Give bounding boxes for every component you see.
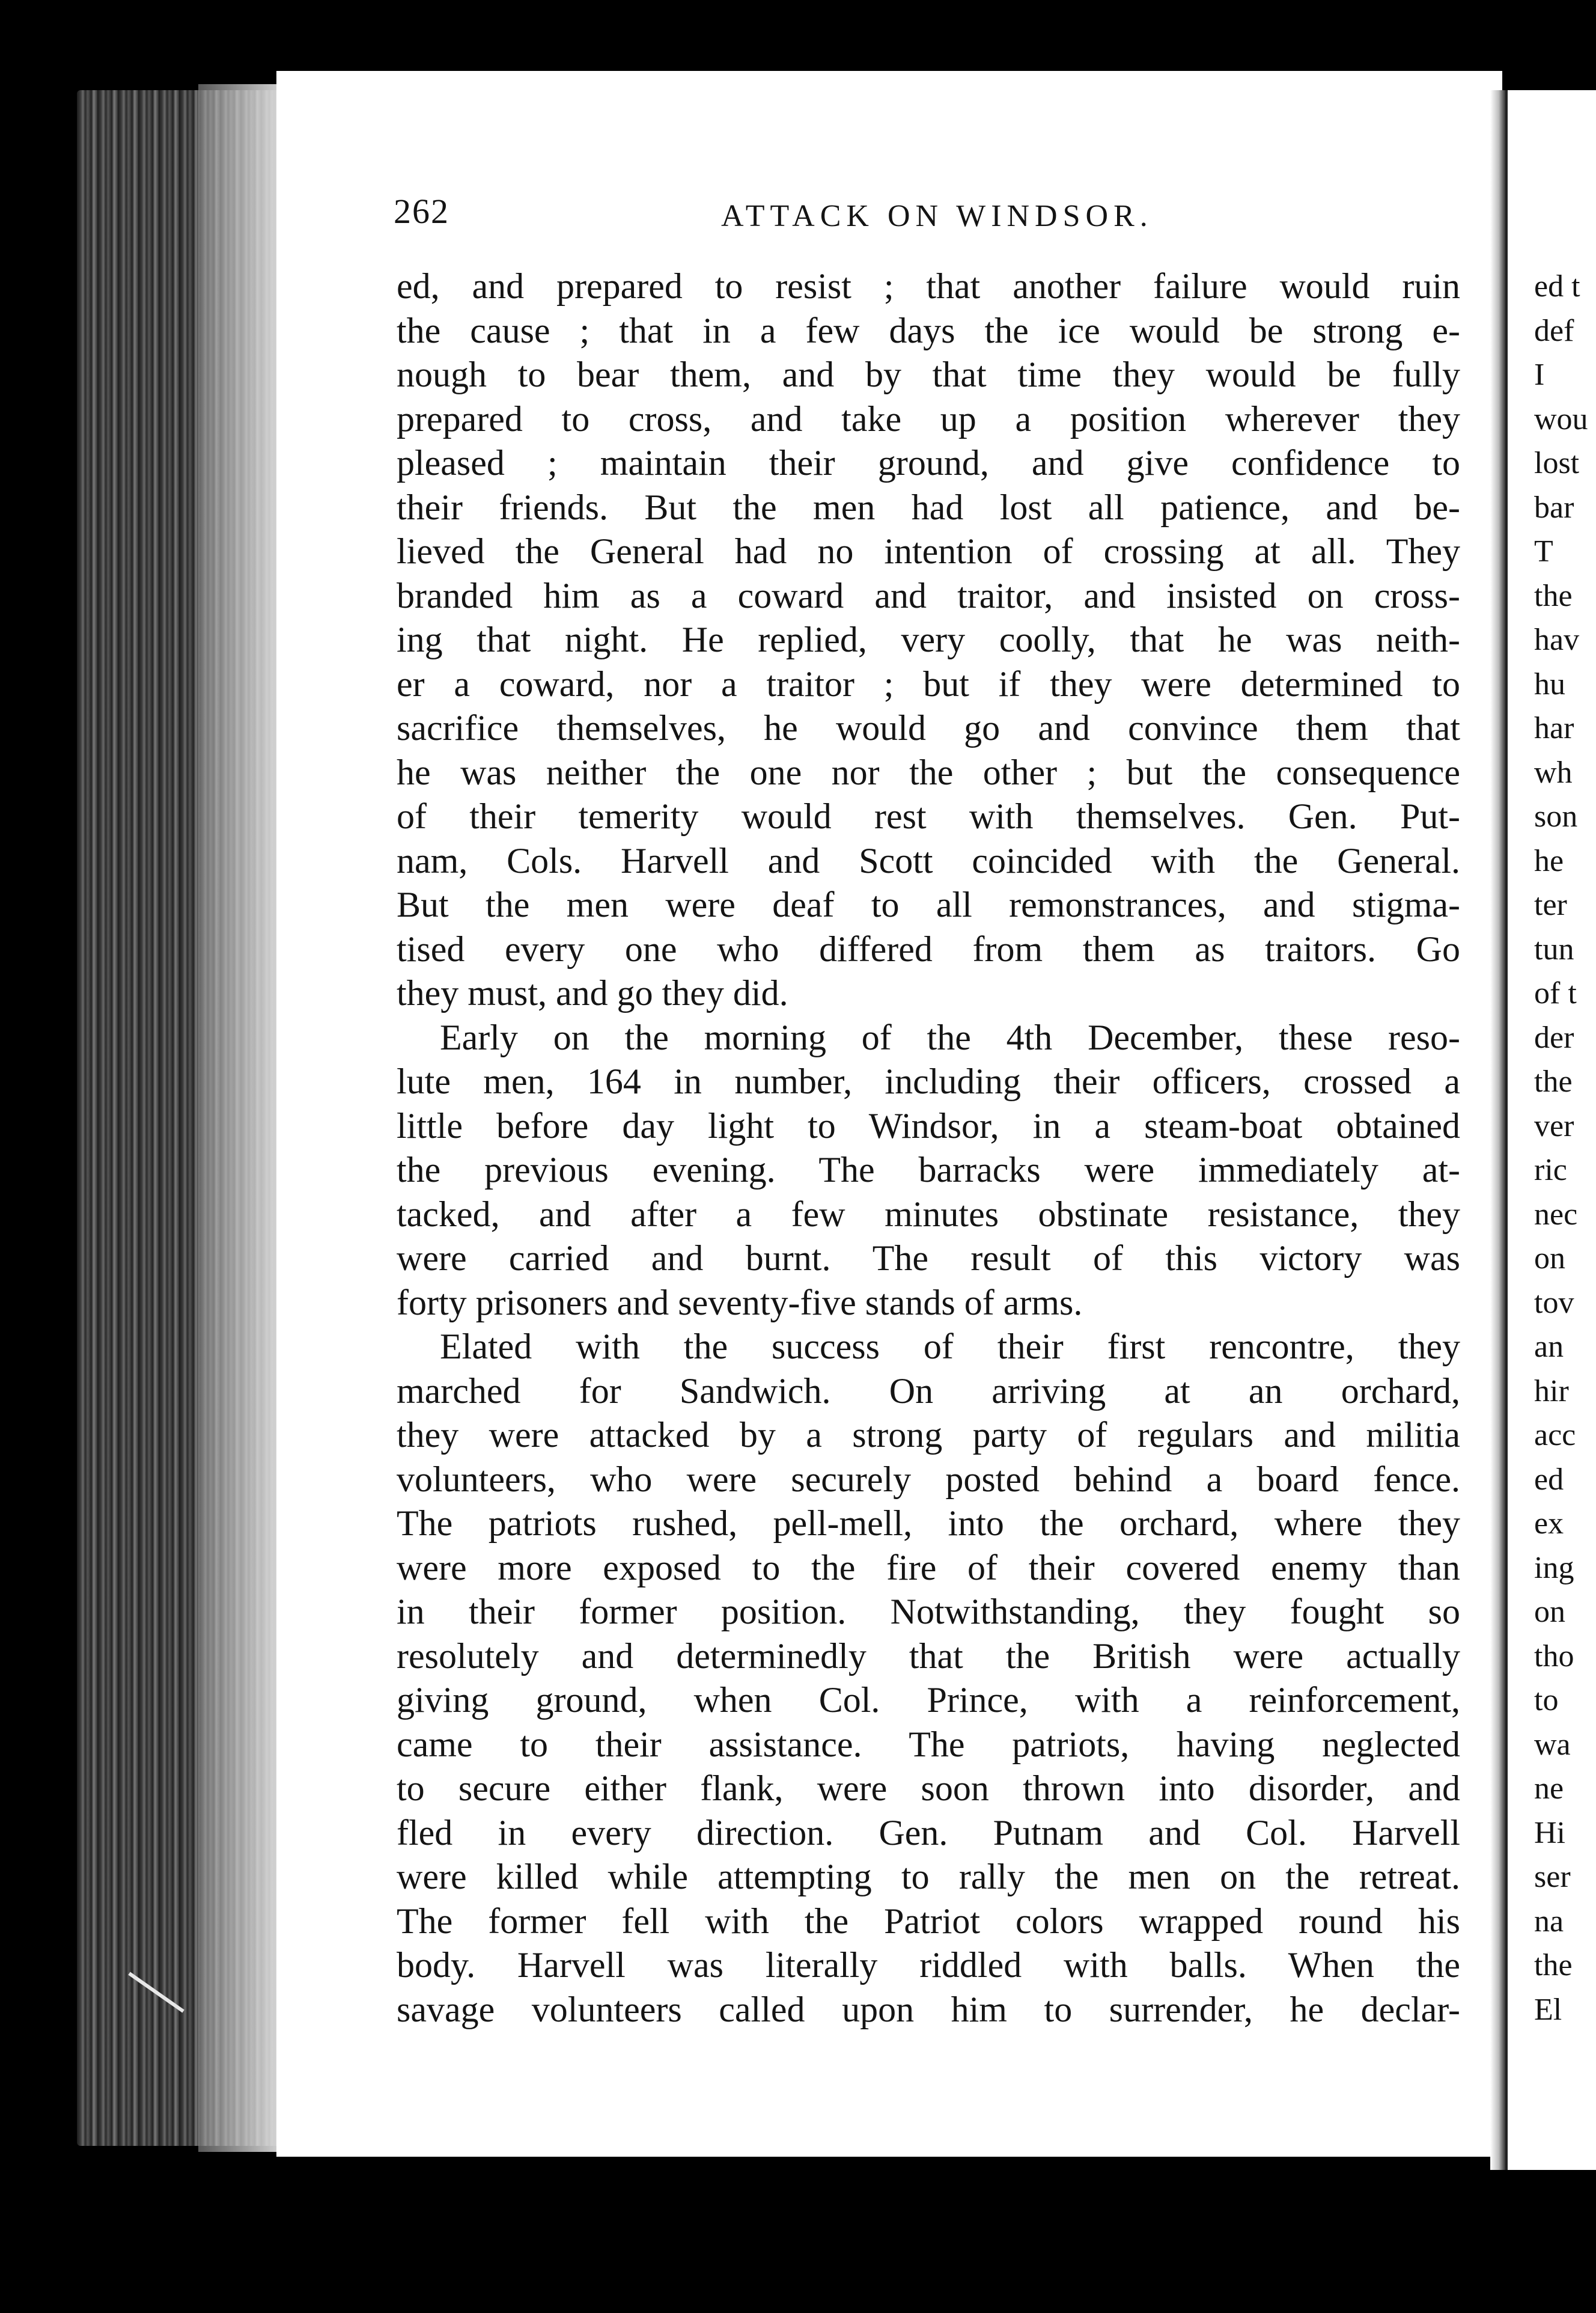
facing-page-text <box>1534 264 1596 2032</box>
facing-page-line: bar <box>1534 490 1574 525</box>
text-line: fled in every direction. Gen. Putnam and Col. Harvell <box>397 1812 1460 1853</box>
text-line: marched for Sandwich. On arriving at an orchard, <box>397 1370 1460 1411</box>
text-line: branded him as a coward and traitor, and insisted on cross- <box>397 575 1460 616</box>
text-line: resolutely and determinedly that the British were actually <box>397 1636 1460 1676</box>
text-line: Elated with the success of their first rencontre, they <box>440 1327 1460 1366</box>
facing-page-line: tun <box>1534 932 1574 967</box>
facing-page-line: an <box>1534 1330 1564 1364</box>
text-line: nough to bear them, and by that time they would be fully <box>397 355 1460 394</box>
facing-page-line: wou <box>1534 402 1588 436</box>
facing-page-line: Hi <box>1534 1815 1565 1850</box>
text-line: ed, and prepared to resist ; that another failure would ruin <box>397 266 1460 306</box>
text-line: came to their assistance. The patriots, having neglected <box>397 1724 1460 1764</box>
text-line: savage volunteers called upon him to surrender, he declar- <box>397 1989 1460 2029</box>
facing-page-line: of t <box>1534 976 1577 1010</box>
facing-page-line: son <box>1534 799 1578 834</box>
facing-page-line: hu <box>1534 667 1565 701</box>
text-line: the cause ; that in a few days the ice would be strong e- <box>397 310 1460 350</box>
text-line: little before day light to Windsor, in a steam-boat obtained <box>397 1105 1460 1146</box>
facing-page-line: hir <box>1534 1373 1569 1408</box>
page-number: 262 <box>394 192 449 231</box>
text-line: body. Harvell was literally riddled with balls. When the <box>397 1945 1460 1985</box>
facing-page-line: tov <box>1534 1285 1574 1320</box>
text-line: sacrifice themselves, he would go and convince them that <box>397 708 1460 748</box>
text-line: he was neither the one nor the other ; but the consequence <box>397 752 1460 792</box>
facing-page-line: nec <box>1534 1197 1578 1232</box>
text-line: prepared to cross, and take up a position wherever they <box>397 399 1460 439</box>
facing-page-line: ex <box>1534 1506 1564 1541</box>
facing-page-line: har <box>1534 711 1574 745</box>
facing-page-line: acc <box>1534 1418 1576 1452</box>
text-line: nam, Cols. Harvell and Scott coincided with the General. <box>397 840 1460 881</box>
text-line: their friends. But the men had lost all patience, and be- <box>397 487 1460 527</box>
text-line: they were attacked by a strong party of regulars and militia <box>397 1415 1460 1455</box>
text-line: ing that night. He replied, very coolly, that he was neith- <box>397 620 1460 659</box>
facing-page-line: I <box>1534 358 1545 392</box>
facing-page-line: ter <box>1534 888 1567 922</box>
text-line: Early on the morning of the 4th December, these reso- <box>440 1017 1460 1057</box>
text-line: lieved the General had no intention of crossing at all. They <box>397 531 1460 571</box>
text-line: But the men were deaf to all remonstrances, and stigma- <box>397 885 1460 924</box>
text-line: The patriots rushed, pell-mell, into the orchard, where they <box>397 1503 1460 1543</box>
text-line: lute men, 164 in number, including their officers, crossed a <box>397 1062 1460 1101</box>
facing-page-line: ed t <box>1534 269 1580 304</box>
text-line: in their former position. Notwithstanding, they fought so <box>397 1592 1460 1631</box>
facing-page-line: ed <box>1534 1462 1564 1497</box>
text-line: forty prisoners and seventy-five stands of arms. <box>397 1282 1083 1322</box>
facing-page-line: the <box>1534 1948 1573 1982</box>
text-line: giving ground, when Col. Prince, with a reinforcement, <box>397 1680 1460 1720</box>
facing-page-line: der <box>1534 1020 1574 1055</box>
facing-page-line: the <box>1534 578 1573 613</box>
text-line: were carried and burnt. The result of this victory was <box>397 1238 1460 1278</box>
facing-page-line: ing <box>1534 1550 1574 1585</box>
facing-page-line: tho <box>1534 1639 1574 1673</box>
text-line: er a coward, nor a traitor ; but if they were determined to <box>397 664 1460 704</box>
text-line: pleased ; maintain their ground, and give confidence to <box>397 443 1460 483</box>
facing-page-line: T <box>1534 534 1553 569</box>
running-head: ATTACK ON WINDSOR. <box>721 199 1153 233</box>
facing-page-line: on <box>1534 1595 1565 1629</box>
facing-page-line: he <box>1534 843 1564 878</box>
facing-page-line: on <box>1534 1241 1565 1276</box>
facing-page-line: the <box>1534 1065 1573 1099</box>
book-gutter <box>1490 90 1507 2170</box>
text-line: were more exposed to the fire of their covered enemy than <box>397 1547 1460 1587</box>
facing-page-line: to <box>1534 1683 1559 1717</box>
facing-page-line: lost <box>1534 446 1580 480</box>
text-line: tised every one who differed from them as traitors. Go <box>397 929 1460 969</box>
facing-page-line: hav <box>1534 623 1580 657</box>
facing-page-line: def <box>1534 313 1574 348</box>
text-line: of their temerity would rest with themselves. Gen. Put- <box>397 796 1460 836</box>
facing-page-line: ser <box>1534 1860 1571 1894</box>
body-text <box>397 264 1460 2032</box>
text-line: tacked, and after a few minutes obstinate resistance, they <box>397 1194 1460 1234</box>
text-line: volunteers, who were securely posted behind a board fence. <box>397 1459 1460 1499</box>
page-curl-shadow <box>198 84 282 2152</box>
facing-page-line: ric <box>1534 1153 1567 1187</box>
text-line: they must, and go they did. <box>397 973 788 1013</box>
facing-page-line: ver <box>1534 1108 1574 1143</box>
facing-page-line: ne <box>1534 1771 1564 1806</box>
text-line: were killed while attempting to rally the men on the retreat. <box>397 1857 1460 1896</box>
text-line: The former fell with the Patriot colors wrapped round his <box>397 1901 1460 1941</box>
facing-page-line: wh <box>1534 755 1573 790</box>
facing-page-line: wa <box>1534 1727 1571 1762</box>
text-line: to secure either flank, were soon thrown into disorder, and <box>397 1768 1460 1808</box>
text-line: the previous evening. The barracks were immediately at- <box>397 1150 1460 1190</box>
facing-page-line: na <box>1534 1904 1564 1939</box>
facing-page-line: El <box>1534 1992 1562 2027</box>
